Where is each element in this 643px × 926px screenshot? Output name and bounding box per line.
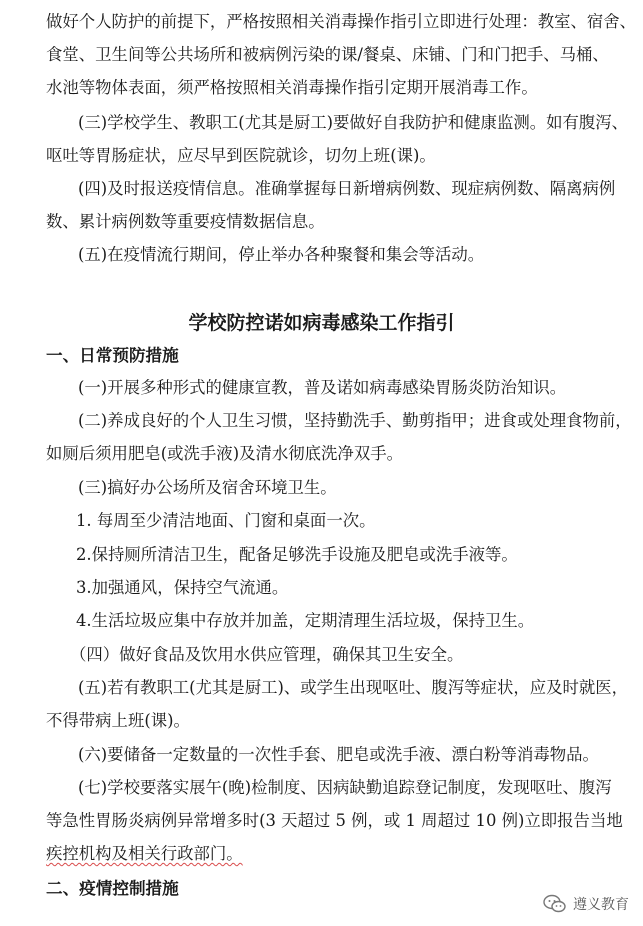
section-heading-1: 一、日常预防措施 xyxy=(46,345,179,365)
paragraph-line: 水池等物体表面，须严格按照相关消毒操作指引定期开展消毒工作。 xyxy=(46,78,538,97)
list-item: 1. 每周至少清洁地面、门窗和桌面一次。 xyxy=(76,511,376,530)
paragraph-line: (五)若有教职工(尤其是厨工)、或学生出现呕吐、腹泻等症状，应及时就医， xyxy=(78,678,629,697)
list-item: 4.生活垃圾应集中存放并加盖，定期清理生活垃圾，保持卫生。 xyxy=(76,611,535,630)
paragraph-line: 等急性胃肠炎病例异常增多时(3 天超过 5 例，或 1 周超过 10 例)立即报告当地 xyxy=(46,811,623,830)
paragraph-line: 数、累计病例数等重要疫情数据信息。 xyxy=(46,212,325,231)
document-title: 学校防控诺如病毒感染工作指引 xyxy=(188,312,455,334)
paragraph-line: (六)要储备一定数量的一次性手套、肥皂或洗手液、漂白粉等消毒物品。 xyxy=(78,745,599,764)
paragraph-line: 如厕后须用肥皂(或洗手液)及清水彻底洗净双手。 xyxy=(46,444,403,463)
paragraph-line: 不得带病上班(课)。 xyxy=(46,711,190,730)
paragraph-line: (七)学校要落实展午(晚)检制度、因病缺勤追踪登记制度，发现呕吐、腹泻 xyxy=(78,778,612,797)
paragraph-line: (三)搞好办公场所及宿舍环境卫生。 xyxy=(78,478,337,497)
paragraph-line: (四)及时报送疫情信息。准确掌握每日新增病例数、现症病例数、隔离病例 xyxy=(78,179,616,198)
paragraph-line: (五)在疫情流行期间，停止举办各种聚餐和集会等活动。 xyxy=(78,245,485,264)
section-heading-2: 二、疫情控制措施 xyxy=(46,878,179,898)
paragraph-line: （四）做好食品及饮用水供应管理，确保其卫生安全。 xyxy=(70,645,464,664)
paragraph-line: 食堂、卫生间等公共场所和被病例污染的课/餐桌、床铺、门和门把手、马桶、 xyxy=(46,45,609,64)
list-item: 2.保持厕所清洁卫生，配备足够洗手设施及肥皂或洗手液等。 xyxy=(76,545,518,564)
paragraph-line: (三)学校学生、教职工(尤其是厨工)要做好自我防护和健康监测。如有腹泻、 xyxy=(78,113,629,132)
watermark-text: 遵义教育 xyxy=(573,897,629,913)
watermark xyxy=(543,894,629,914)
paragraph-line: (一)开展多种形式的健康宣教，普及诺如病毒感染胃肠炎防治知识。 xyxy=(78,378,567,397)
paragraph-line: 疾控机构及相关行政部门。 xyxy=(46,844,243,863)
paragraph-line: (二)养成良好的个人卫生习惯，坚持勤洗手、勤剪指甲；进食或处理食物前， xyxy=(78,411,632,430)
paragraph-line: 呕吐等胃肠症状，应尽早到医院就诊，切勿上班(课)。 xyxy=(46,146,436,165)
wechat-icon xyxy=(543,894,567,914)
list-item: 3.加强通风，保持空气流通。 xyxy=(76,578,289,597)
paragraph-line: 做好个人防护的前提下，严格按照相关消毒操作指引立即进行处理：教室、宿舍、 xyxy=(46,12,637,31)
